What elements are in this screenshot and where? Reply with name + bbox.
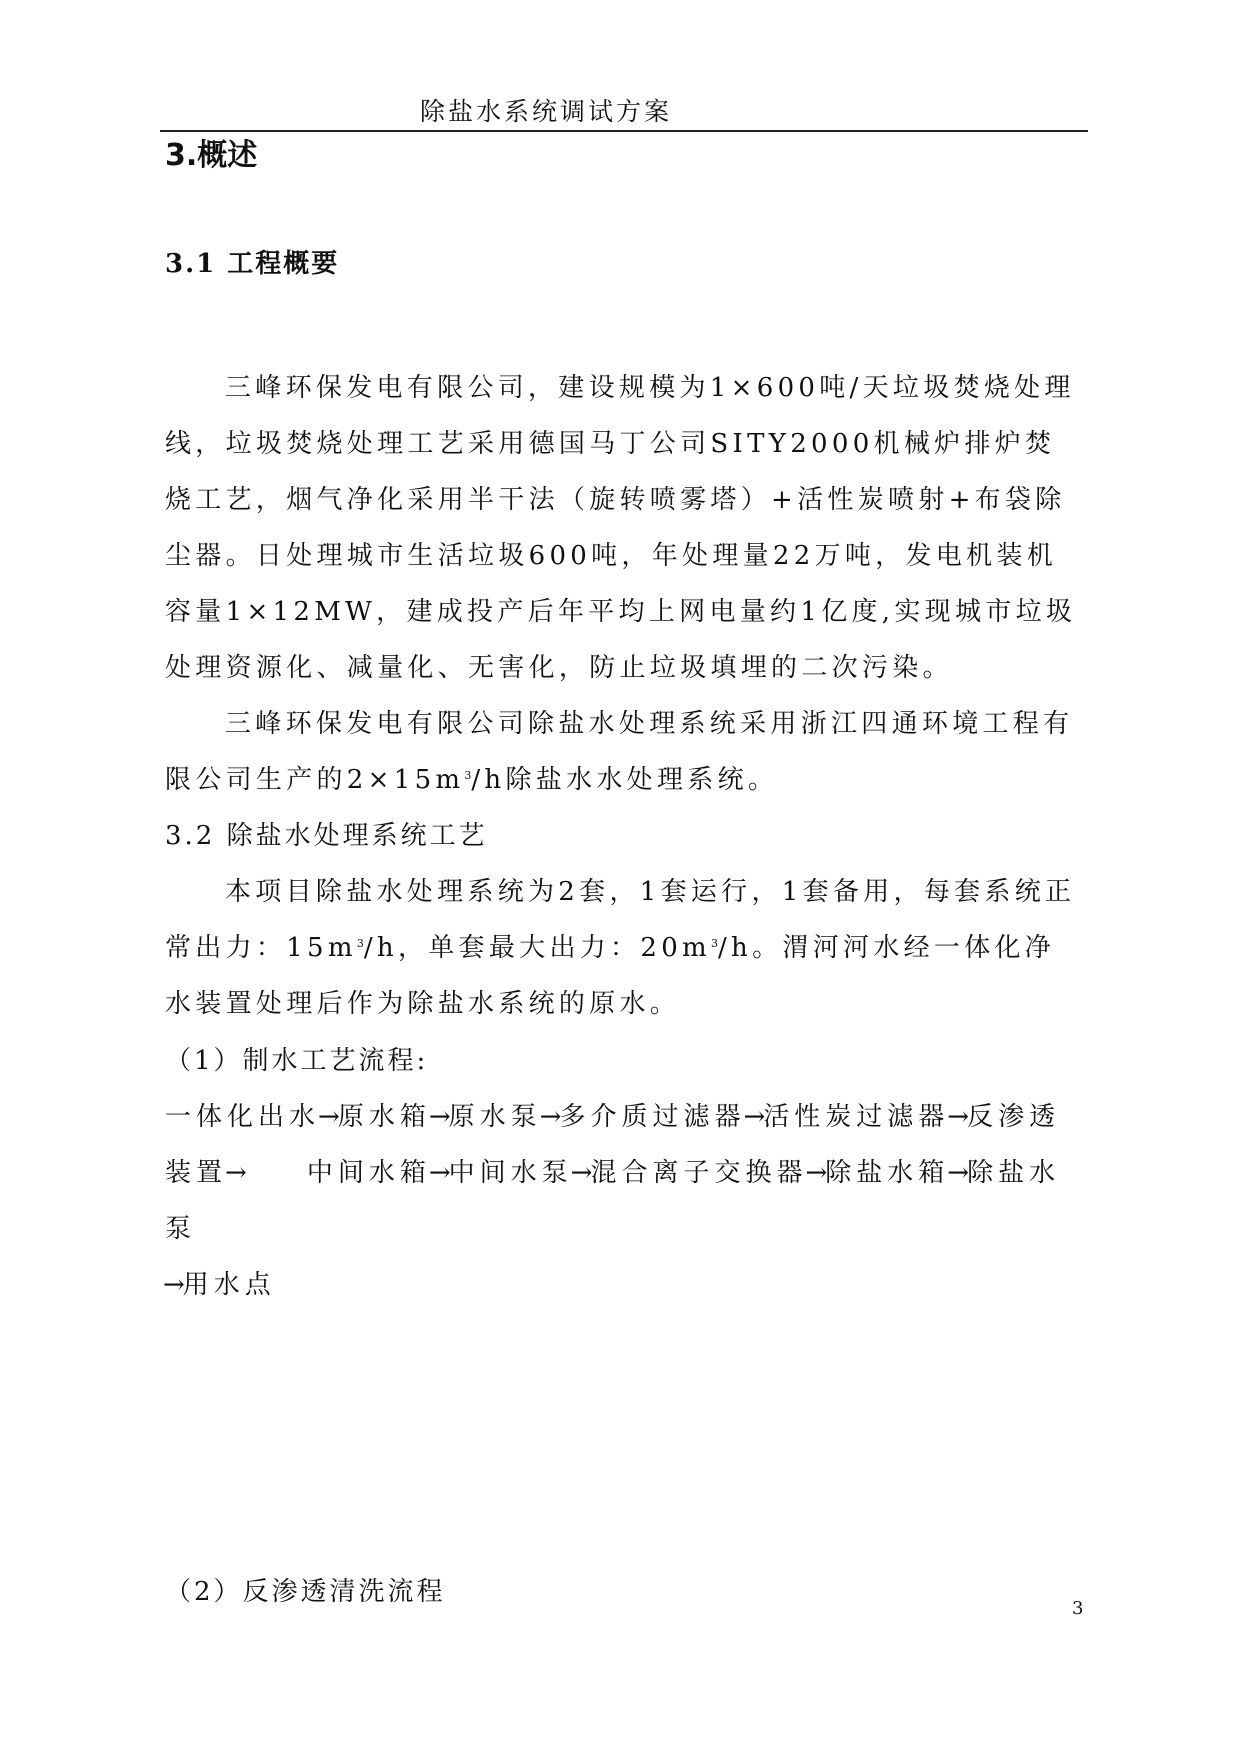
arrow-right-icon: →: [743, 1102, 766, 1132]
arrow-right-icon: →: [570, 1158, 593, 1188]
flow-step: 中间水箱: [306, 1158, 431, 1188]
overview-paragraph: 三峰环保发电有限公司，建设规模为1×600吨/天垃圾焚烧处理线，垃圾焚烧处理工艺采用德国马丁公司SITY2000机械炉排炉焚烧工艺，烟气净化采用半干法（旋转喷雾塔）+活性炭喷射+布袋除尘器。日处理城市生活垃圾600吨，年处理量22万吨，发电机装机容量1×12MW，建成投产后年平均上网电量约1亿度,实现城市垃圾处理资源化、减量化、无害化，防止垃圾填埋的二次污染。: [165, 373, 1077, 683]
flow-step: 除盐水泵: [165, 1158, 1061, 1244]
page-header: [160, 82, 1088, 132]
capacity-text-2: /h，单套最大出力：20m: [363, 933, 711, 963]
flow1-heading: （1）制水工艺流程:: [165, 1046, 429, 1076]
page-number: 3: [1072, 1598, 1084, 1619]
cubic-superscript: 3: [464, 769, 472, 782]
arrow-right-icon: →: [947, 1158, 970, 1188]
arrow-right-icon: →: [428, 1158, 451, 1188]
flow-step: 原水箱: [337, 1102, 431, 1132]
flow-step: 用水点: [182, 1270, 276, 1300]
flow-step: 多介质过滤器: [559, 1102, 746, 1132]
system-paragraph-text-a: 三峰环保发电有限公司除盐水处理系统采用浙江四通环境工程有限公司生产的2×15m: [165, 709, 1074, 795]
flow-step: 中间水泵: [448, 1158, 573, 1188]
arrow-right-icon: →: [225, 1158, 247, 1188]
flow-step: 活性炭过滤器: [763, 1102, 950, 1132]
arrow-right-icon: →: [428, 1102, 451, 1132]
process-flow: [165, 1089, 1085, 1313]
arrow-right-icon: →: [805, 1158, 828, 1188]
subsection-heading-3-2: 3.2 除盐水处理系统工艺: [165, 821, 488, 851]
section-heading: 3.概述: [165, 138, 258, 173]
arrow-right-icon: →: [947, 1102, 970, 1132]
flow-step: 原水泵: [448, 1102, 542, 1132]
capacity-text-1: 本项目除盐水处理系统为2套，1套运行，1套备用，每套系统正常出力：15m: [165, 877, 1076, 963]
system-paragraph-text-b: /h除盐水水处理系统。: [471, 765, 779, 795]
capacity-text-3: /h。渭河河水经一体化净水装置处理后作为除盐水系统的原水。: [165, 933, 1056, 1019]
flow-step: 反渗透装置: [165, 1102, 1061, 1188]
flow-step: 除盐水箱: [825, 1158, 950, 1188]
flow-step: 一体化出水: [165, 1102, 321, 1132]
header-title: 除盐水系统调试方案: [420, 97, 673, 126]
subsection-heading-3-1: 3.1 工程概要: [165, 249, 340, 279]
cubic-superscript: 3: [356, 937, 364, 950]
system-paragraph: [165, 696, 1085, 808]
flow2-heading: （2）反渗透清洗流程: [165, 1577, 446, 1607]
arrow-right-icon: →: [163, 1270, 185, 1300]
arrow-right-icon: →: [539, 1102, 562, 1132]
cubic-superscript: 3: [711, 937, 718, 950]
flow-step: 混合离子交换器: [590, 1158, 808, 1188]
capacity-paragraph: [165, 864, 1085, 1032]
arrow-right-icon: →: [318, 1102, 340, 1132]
